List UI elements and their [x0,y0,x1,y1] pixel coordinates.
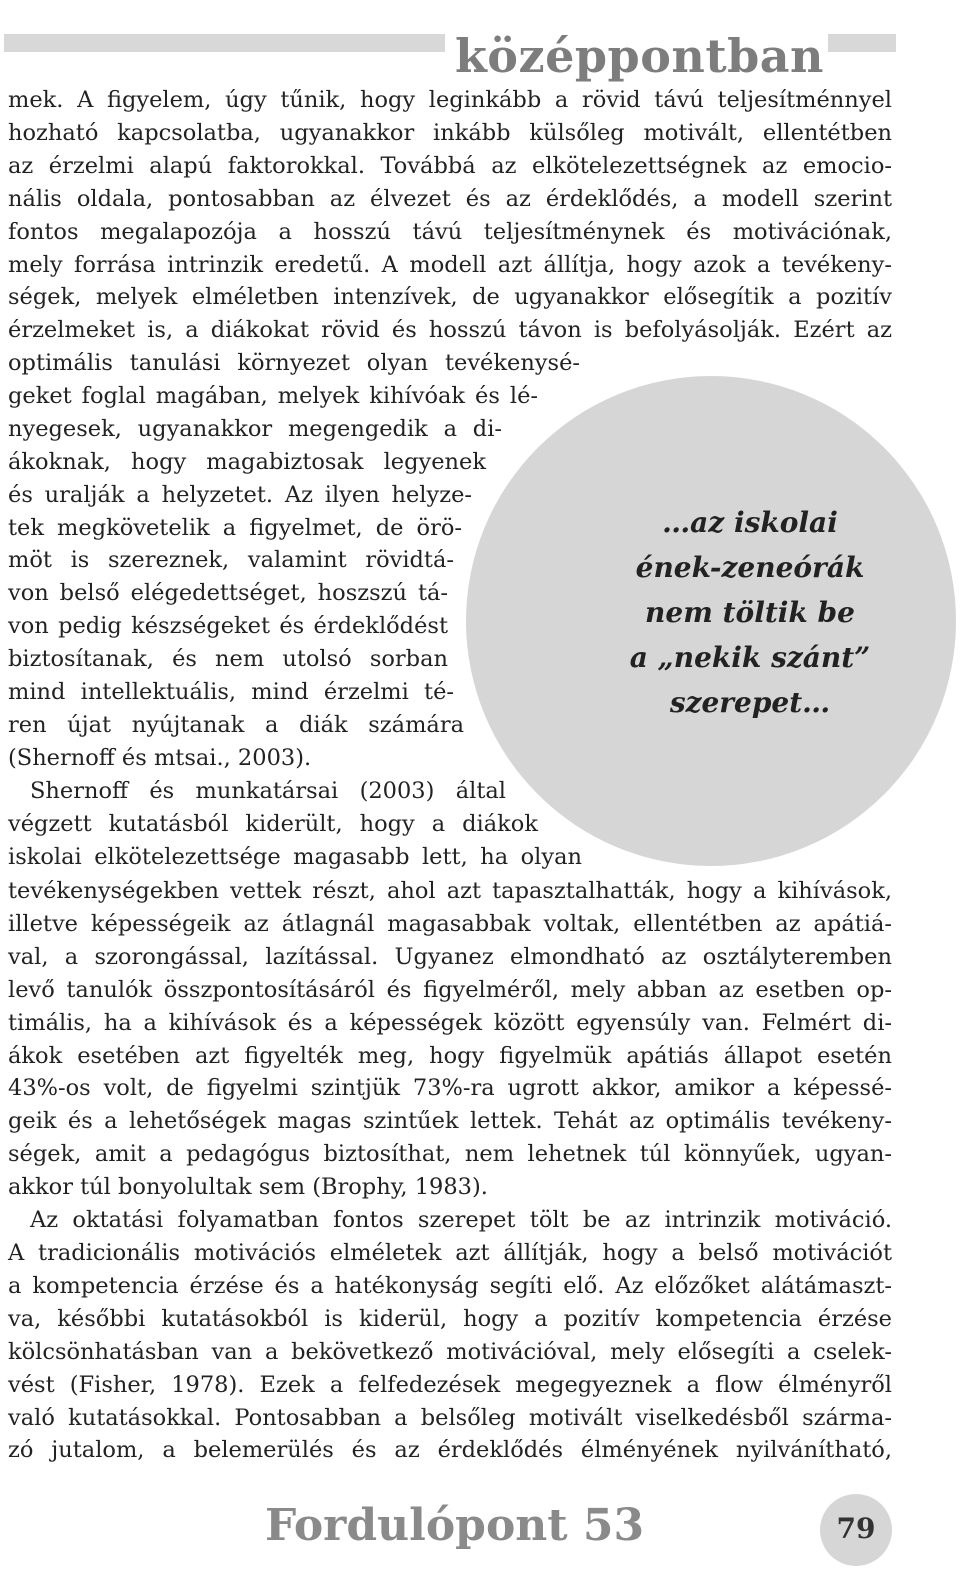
text-line: nyegesek, ugyanakkor megengedik a di- [8,415,502,442]
pullquote-line: a „nekik szánt” [629,641,871,674]
text-line: végzett kutatásból kiderült, hogy a diákok [8,810,538,837]
text-line: mely forrása intrinzik eredetű. A modell azt állítja, hogy azok a tevékeny- [8,251,892,278]
text-line: hozható kapcsolatba, ugyanakkor inkább külsőleg motivált, ellentétben [8,119,892,146]
text-line: nális oldala, pontosabban az élvezet és az érdeklődés, a modell szerint [8,185,892,212]
text-line: vést (Fisher, 1978). Ezek a felfedezések megegyeznek a flow élményről [8,1371,892,1398]
paragraph-top [8,84,892,347]
text-line: von belső elégedettséget, hoszszú tá- [8,580,448,607]
text-line: kölcsönhatásban van a bekövetkező motivációval, mely elősegíti a cselek- [8,1338,892,1365]
text-line: ségek, melyek elméletben intenzívek, de ugyanakkor elősegítik a pozitív [8,284,892,311]
text-line: tevékenységekben vettek részt, ahol azt tapasztalhatták, hogy a kihívások, [8,878,892,904]
text-line: érzelmeket is, a diákokat rövid és hosszú távon is befolyásolják. Ezért az [8,317,892,344]
paragraph-wrap [8,347,582,874]
text-line: möt is szereznek, valamint rövidtá- [8,547,454,574]
text-line: timális, ha a kihívások és a képességek között egyensúly van. Felmért di- [8,1009,892,1036]
text-line: illetve képességeik az átlagnál magasabbak voltak, ellentétben az apátiá- [8,910,892,937]
pullquote [560,500,940,725]
page-number: 79 [836,1512,876,1545]
text-line: (Shernoff és mtsai., 2003). [8,744,312,771]
text-line: biztosítanak, és nem utolsó sorban [8,646,448,673]
pullquote-line: …az iskolai [662,506,838,539]
text-line: Az oktatási folyamatban fontos szerepet tölt be az intrinzik motiváció. [30,1207,892,1234]
text-line: optimális tanulási környezet olyan tevékenysé- [8,350,580,376]
text-line: iskolai elkötelezettsége magasabb lett, ha olyan [8,843,582,870]
text-line: tek megkövetelik a figyelmet, de örö- [8,514,462,541]
text-line: való kutatásokkal. Pontosabban a belsőleg motivált viselkedésből szárma- [8,1404,892,1431]
text-line: ségek, amit a pedagógus biztosíthat, nem lehetnek túl könnyűek, ugyan- [8,1141,892,1168]
pullquote-line: ének-zeneórák [635,551,865,584]
text-line: ákoknak, hogy magabiztosak legyenek [8,448,486,475]
text-line: a kompetencia érzése és a hatékonyság segíti elő. Az előzőket alátámaszt- [8,1272,892,1299]
text-line: von pedig készségeket és érdeklődést [8,613,448,640]
text-line: fontos megalapozója a hosszú távú teljesítménynek és motivációnak, [8,218,892,245]
text-line: az érzelmi alapú faktorokkal. Továbbá az elkötelezettségnek az emocio- [8,152,892,179]
header-bar [4,29,896,83]
text-line: Shernoff és munkatársai (2003) által [30,777,506,804]
text-line: ren újat nyújtanak a diák számára [8,711,464,738]
text-line: akkor túl bonyolultak sem (Brophy, 1983). [8,1174,488,1201]
page-number-badge [820,1494,892,1566]
text-line: 43%-os volt, de figyelmi szintjük 73%-ra ugrott akkor, amikor a képessé- [8,1075,892,1102]
text-line: val, a szorongással, lazítással. Ugyanez elmondható az osztályteremben [8,943,892,970]
text-line: ákok esetében azt figyelték meg, hogy figyelmük apátiás állapot esetén [8,1042,892,1069]
section-title: középpontban [445,28,828,84]
magazine-title: Fordulópont 53 [265,1500,645,1551]
text-line: va, későbbi kutatásokból is kiderül, hogy a pozitív kompetencia érzése [8,1305,892,1332]
text-line: és uralják a helyzetet. Az ilyen helyze- [8,481,472,508]
text-line: zó jutalom, a belemerülés és az érdeklődés élményének nyilvánítható, [8,1437,892,1464]
text-line: A tradicionális motivációs elméletek azt állítják, hogy a belső motivációt [8,1239,892,1266]
text-line: levő tanulók összpontosításáról és figyelméről, mely abban az esetben op- [8,976,892,1003]
paragraph-bottom [8,875,892,1467]
text-line: geik és a lehetőségek magas szintűek lettek. Tehát az optimális tevékeny- [8,1108,892,1135]
pullquote-line: szerepet… [669,686,831,719]
text-line: geket foglal magában, melyek kihívóak és lé- [8,382,538,409]
text-line: mek. A figyelem, úgy tűnik, hogy leginkább a rövid távú teljesítménnyel [8,87,892,113]
text-line: mind intellektuális, mind érzelmi té- [8,679,454,706]
pullquote-line: nem töltik be [645,596,855,629]
